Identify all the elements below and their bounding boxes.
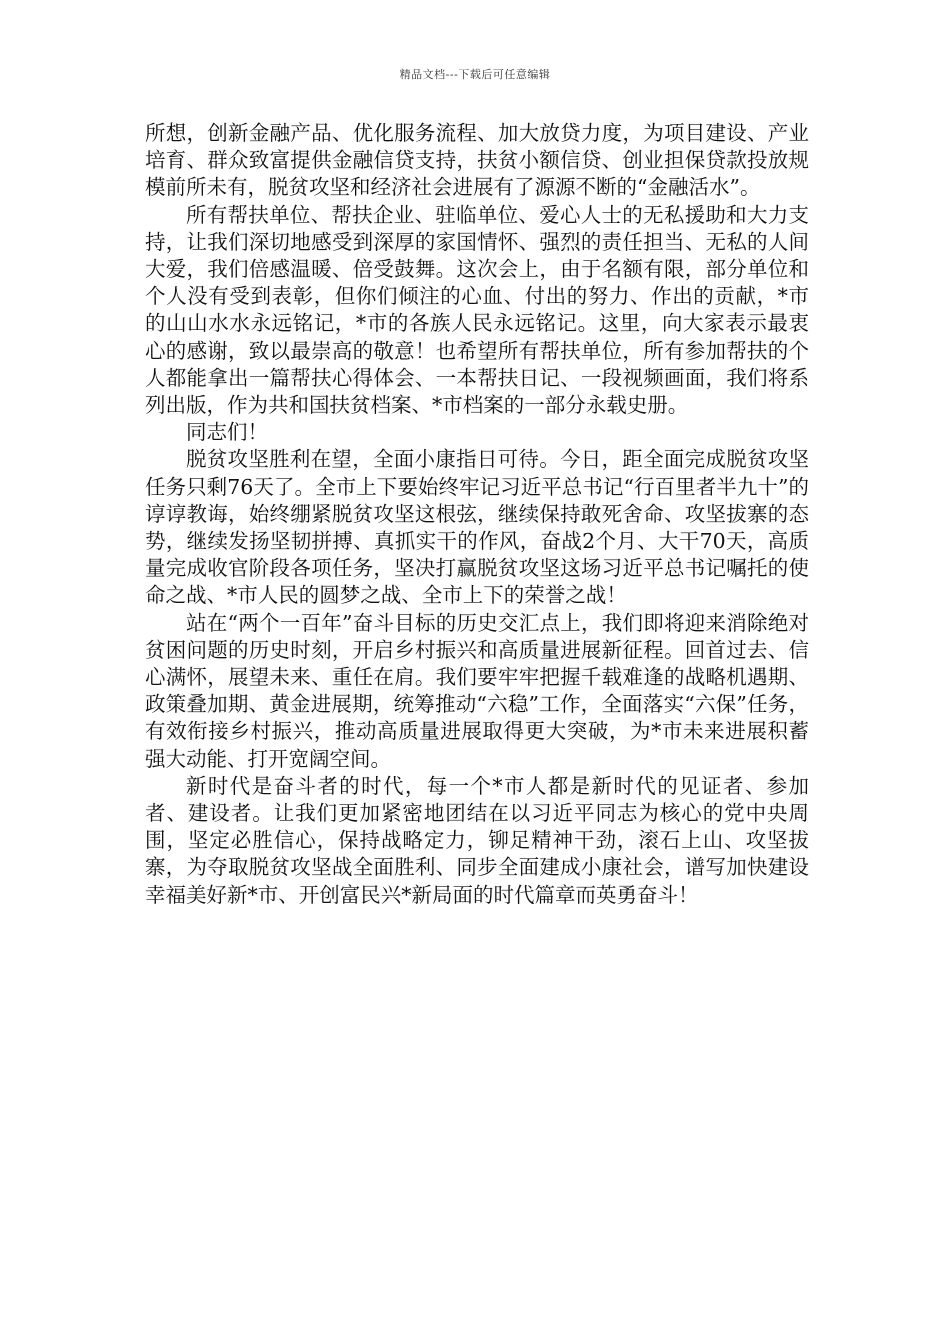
page-header: 精品文档---下载后可任意编辑 [399, 68, 551, 81]
paragraph-1: 所想，创新金融产品、优化服务流程、加大放贷力度，为项目建设、产业培育、群众致富提供金融信贷支持，扶贫小额信贷、创业担保贷款投放规模前所未有，脱贫攻坚和经济社会进展有了源源不断的“金融活水”。 [145, 121, 809, 200]
paragraph-2: 所有帮扶单位、帮扶企业、驻临单位、爱心人士的无私援助和大力支持，让我们深切地感受到深厚的家国情怀、强烈的责任担当、无私的人间大爱，我们倍感温暖、倍受鼓舞。这次会上，由于名额有限，部分单位和个人没有受到表彰，但你们倾注的心血、付出的努力、作出的贡献，*市的山山水水永远铭记，*市的各族人民永远铭记。这里，向大家表示最衷心的感谢，致以最崇高的敬意！也希望所有帮扶单位，所有参加帮扶的个人都能拿出一篇帮扶心得体会、一本帮扶日记、一段视频画面，我们将系列出版，作为共和国扶贫档案、*市档案的一部分永载史册。 [145, 202, 809, 418]
paragraph-3: 同志们！ [186, 420, 268, 445]
paragraph-6: 新时代是奋斗者的时代，每一个*市人都是新时代的见证者、参加者、建设者。让我们更加紧密地团结在以习近平同志为核心的党中央周围，坚定必胜信心，保持战略定力，铆足精神干劲，滚石上山、攻坚拔寨，为夺取脱贫攻坚战全面胜利、同步全面建成小康社会，谱写加快建设幸福美好新*市、开创富民兴*新局面的时代篇章而英勇奋斗！ [145, 773, 809, 907]
paragraph-5: 站在“两个一百年”奋斗目标的历史交汇点上，我们即将迎来消除绝对贫困问题的历史时刻，开启乡村振兴和高质量进展新征程。回首过去、信心满怀，展望未来、重任在肩。我们要牢牢把握千载难逢的战略机遇期、政策叠加期、黄金进展期，统筹推动“六稳”工作，全面落实“六保”任务，有效衔接乡村振兴，推动高质量进展取得更大突破，为*市未来进展积蓄强大动能、打开宽阔空间。 [145, 610, 809, 771]
document-body [145, 120, 809, 909]
paragraph-4: 脱贫攻坚胜利在望，全面小康指日可待。今日，距全面完成脱贫攻坚任务只剩76天了。全市上下要始终牢记习近平总书记“行百里者半九十”的谆谆教诲，始终绷紧脱贫攻坚这根弦，继续保持敢死舍命、攻坚拔寨的态势，继续发扬坚韧拼搏、真抓实干的作风，奋战2个月、大干70天，高质量完成收官阶段各项任务，坚决打赢脱贫攻坚这场习近平总书记嘱托的使命之战、*市人民的圆梦之战、全市上下的荣誉之战！ [145, 447, 809, 608]
